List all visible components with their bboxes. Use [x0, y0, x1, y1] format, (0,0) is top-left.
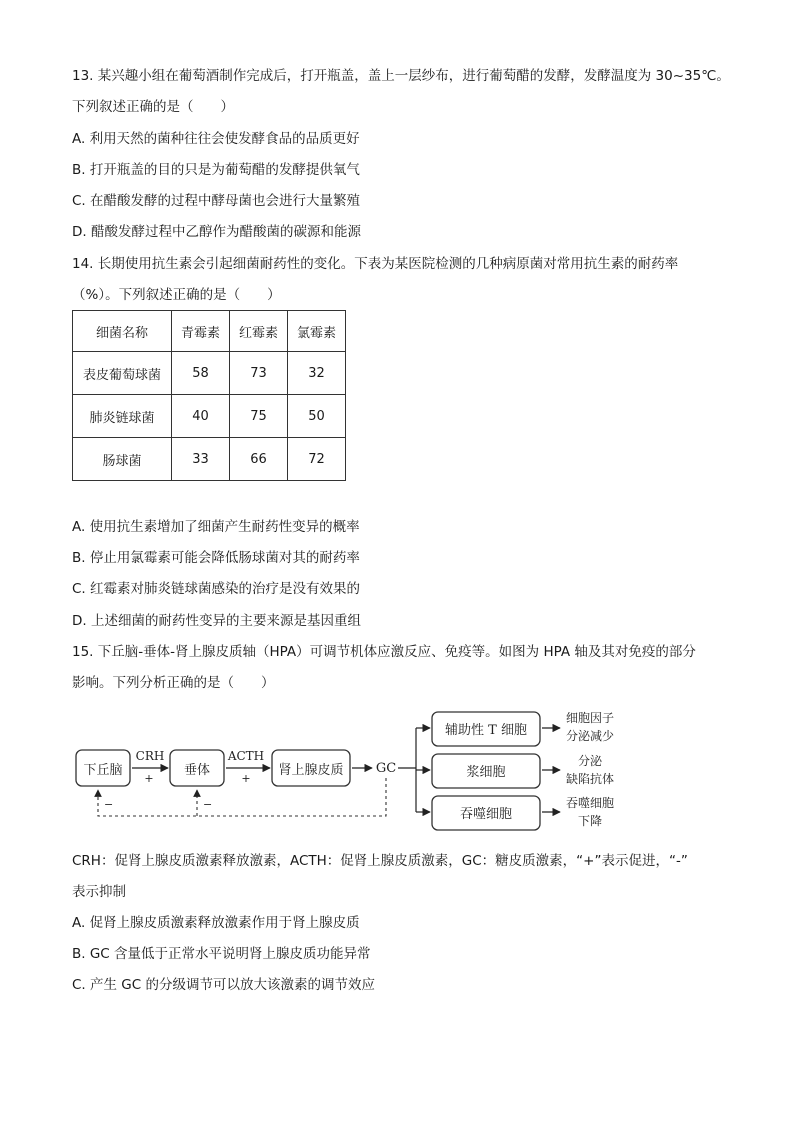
q14-option-a: A. 使用抗生素增加了细菌产生耐药性变异的概率 [72, 519, 360, 535]
q13-option-d: D. 醋酸发酵过程中乙醇作为醋酸菌的碳源和能源 [72, 224, 361, 240]
acth-label: ACTH [227, 749, 265, 763]
q14-option-d: D. 上述细菌的耐药性变异的主要来源是基因重组 [72, 613, 361, 629]
q14-option-c: C. 红霉素对肺炎链球菌感染的治疗是没有效果的 [72, 581, 361, 597]
table-header-cell: 青霉素 [172, 311, 230, 352]
plasma-effect-line1: 分泌 [577, 754, 603, 768]
macrophage-effect-line2: 下降 [577, 814, 603, 828]
table-cell: 肠球菌 [73, 438, 172, 481]
q15-option-a: A. 促肾上腺皮质激素释放激素作用于肾上腺皮质 [72, 915, 360, 931]
table-row [73, 395, 346, 438]
crh-plus: + [144, 772, 154, 785]
q15-note-line2: 表示抑制 [72, 884, 126, 900]
plasma-effect-line2: 缺陷抗体 [565, 772, 615, 786]
macrophage-effect-line1: 吞噬细胞 [565, 796, 615, 810]
table-cell: 表皮葡萄球菌 [73, 352, 172, 395]
q13-stem-line1: 13. 某兴趣小组在葡萄酒制作完成后，打开瓶盖，盖上一层纱布，进行葡萄醋的发酵，发酵温度为 30~35℃。 [72, 68, 730, 84]
q15-stem-line1: 15. 下丘脑-垂体-肾上腺皮质轴（HPA）可调节机体应激反应、免疫等。如图为 HPA 轴及其对免疫的部分 [72, 644, 696, 660]
table-cell: 50 [288, 395, 346, 438]
q15-note-line1: CRH：促肾上腺皮质激素释放激素，ACTH：促肾上腺皮质激素，GC：糖皮质激素，“+”表示促进，“-” [72, 853, 688, 869]
table-row [73, 438, 346, 481]
gc-label: GC [375, 761, 397, 776]
table-header-cell: 氯霉素 [288, 311, 346, 352]
acth-plus: + [241, 772, 251, 785]
t-cell-effect-line2: 分泌减少 [565, 729, 615, 743]
q15-option-c: C. 产生 GC 的分级调节可以放大该激素的调节效应 [72, 977, 375, 993]
t-cell-effect-line1: 细胞因子 [565, 711, 615, 725]
feedback-minus-hypothalamus: − [104, 798, 114, 811]
macrophage-label: 吞噬细胞 [459, 807, 513, 822]
table-row [73, 352, 346, 395]
t-cell-label: 辅助性 T 细胞 [445, 723, 527, 738]
table-header-row [73, 311, 346, 352]
q14-option-b: B. 停止用氯霉素可能会降低肠球菌对其的耐药率 [72, 550, 360, 566]
table-cell: 58 [172, 352, 230, 395]
table-cell: 33 [172, 438, 230, 481]
q15-stem-line2: 影响。下列分析正确的是（ ） [72, 675, 275, 691]
crh-label: CRH [135, 749, 165, 763]
q14-stem-line1: 14. 长期使用抗生素会引起细菌耐药性的变化。下表为某医院检测的几种病原菌对常用抗生素的耐药率 [72, 256, 679, 272]
table-cell: 72 [288, 438, 346, 481]
q13-option-c: C. 在醋酸发酵的过程中酵母菌也会进行大量繁殖 [72, 193, 361, 209]
q14-stem-line2: （%）。下列叙述正确的是（ ） [72, 287, 281, 303]
table-cell: 32 [288, 352, 346, 395]
plasma-cell-label: 浆细胞 [466, 765, 506, 780]
pituitary-label: 垂体 [183, 763, 211, 778]
table-cell: 73 [230, 352, 288, 395]
table-cell: 75 [230, 395, 288, 438]
table-header-cell: 红霉素 [230, 311, 288, 352]
table-header-cell: 细菌名称 [73, 311, 172, 352]
q13-option-a: A. 利用天然的菌种往往会使发酵食品的品质更好 [72, 131, 360, 147]
table-cell: 66 [230, 438, 288, 481]
q15-option-b: B. GC 含量低于正常水平说明肾上腺皮质功能异常 [72, 946, 371, 962]
resistance-table [72, 310, 346, 481]
table-cell: 肺炎链球菌 [73, 395, 172, 438]
q13-stem-line2: 下列叙述正确的是（ ） [72, 99, 234, 115]
hypothalamus-label: 下丘脑 [83, 763, 123, 778]
q13-option-b: B. 打开瓶盖的目的只是为葡萄醋的发酵提供氧气 [72, 162, 360, 178]
feedback-minus-pituitary: − [203, 798, 213, 811]
adrenal-cortex-label: 肾上腺皮质 [278, 763, 344, 778]
table-cell: 40 [172, 395, 230, 438]
hpa-axis-diagram [70, 704, 660, 838]
